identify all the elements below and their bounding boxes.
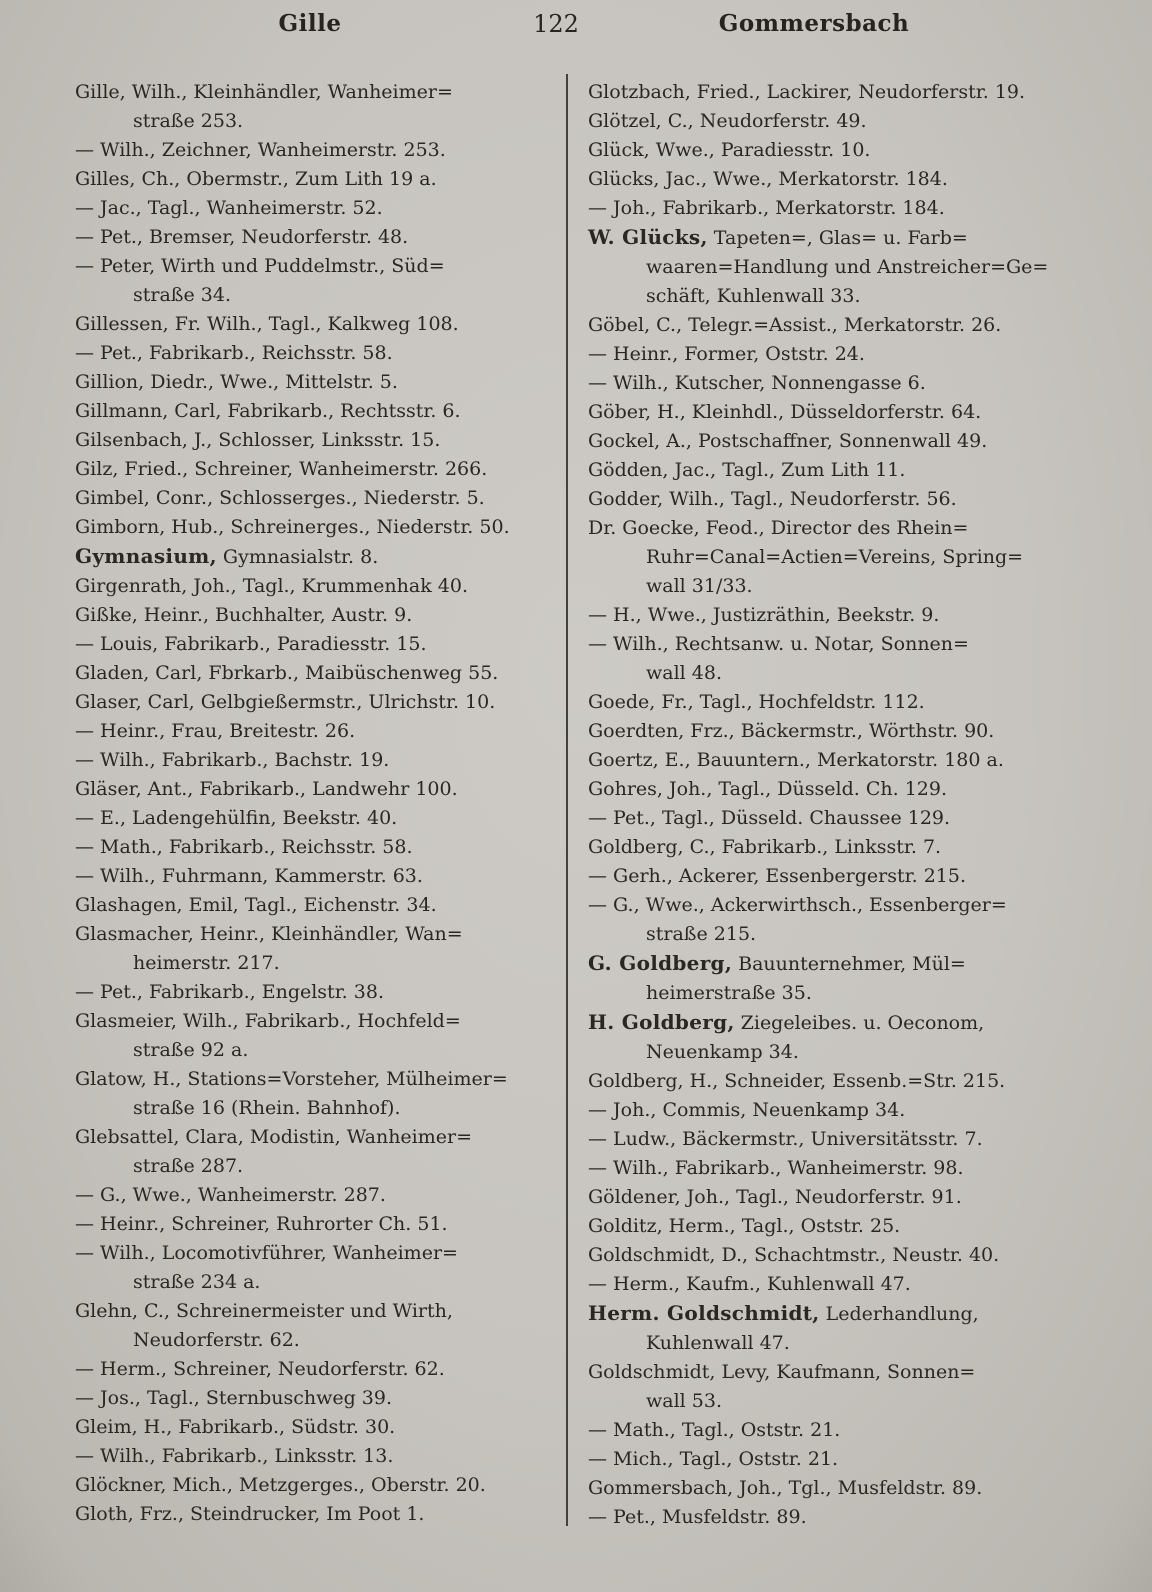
entry-first-line: Glehn, C., Schreinermeister und Wirth, bbox=[75, 1300, 453, 1322]
entry-continuation-line: wall 31/33. bbox=[646, 575, 753, 597]
directory-entry bbox=[588, 601, 1040, 630]
directory-entry bbox=[588, 514, 1040, 601]
directory-entry bbox=[588, 1008, 1040, 1067]
entry-first-line: Herm. Goldschmidt, Lederhandlung, bbox=[588, 1301, 979, 1325]
directory-entry bbox=[75, 455, 553, 484]
entry-continuation-line: Neuenkamp 34. bbox=[646, 1041, 799, 1063]
entry-first-line: — E., Ladengehülfin, Beekstr. 40. bbox=[75, 807, 398, 829]
directory-entry bbox=[588, 340, 1040, 369]
page-number: 122 bbox=[533, 10, 579, 38]
entry-first-line: Gille, Wilh., Kleinhändler, Wanheimer= bbox=[75, 81, 453, 103]
entry-first-line: Gißke, Heinr., Buchhalter, Austr. 9. bbox=[75, 604, 413, 626]
entry-first-line: Glebsattel, Clara, Modistin, Wanheimer= bbox=[75, 1126, 473, 1148]
entry-first-line: Gilles, Ch., Obermstr., Zum Lith 19 a. bbox=[75, 168, 437, 190]
directory-entry bbox=[75, 775, 553, 804]
entry-first-line: — Heinr., Former, Oststr. 24. bbox=[588, 343, 865, 365]
directory-entry bbox=[588, 165, 1040, 194]
entry-first-line: — Wilh., Kutscher, Nonnengasse 6. bbox=[588, 372, 926, 394]
directory-column-left bbox=[75, 78, 553, 1529]
entry-first-line: — Pet., Fabrikarb., Reichsstr. 58. bbox=[75, 342, 393, 364]
entry-bold-name: H. Goldberg, bbox=[588, 1010, 735, 1034]
directory-entry bbox=[588, 949, 1040, 1008]
directory-entry bbox=[75, 1384, 553, 1413]
entry-first-line: Goldschmidt, D., Schachtmstr., Neustr. 40. bbox=[588, 1244, 1000, 1266]
directory-entry bbox=[75, 426, 553, 455]
entry-first-line: — Herm., Schreiner, Neudorferstr. 62. bbox=[75, 1358, 445, 1380]
directory-entry bbox=[588, 717, 1040, 746]
directory-entry bbox=[588, 688, 1040, 717]
directory-entry bbox=[75, 223, 553, 252]
directory-entry bbox=[75, 1239, 553, 1297]
directory-entry bbox=[588, 369, 1040, 398]
directory-entry bbox=[588, 1358, 1040, 1416]
entry-first-line: Gilsenbach, J., Schlosser, Linksstr. 15. bbox=[75, 429, 441, 451]
entry-continuation-line: straße 16 (Rhein. Bahnhof). bbox=[133, 1097, 401, 1119]
entry-first-line: — Wilh., Locomotivführer, Wanheimer= bbox=[75, 1242, 458, 1264]
directory-entry bbox=[75, 572, 553, 601]
directory-entry bbox=[588, 891, 1040, 949]
directory-entry bbox=[75, 1442, 553, 1471]
directory-entry bbox=[75, 339, 553, 368]
entry-first-line: Gillion, Diedr., Wwe., Mittelstr. 5. bbox=[75, 371, 398, 393]
directory-entry bbox=[588, 1212, 1040, 1241]
entry-first-line: W. Glücks, Tapeten=, Glas= u. Farb= bbox=[588, 225, 968, 249]
entry-first-line: G. Goldberg, Bauunternehmer, Mül= bbox=[588, 951, 966, 975]
directory-entry bbox=[588, 427, 1040, 456]
directory-entry bbox=[588, 1241, 1040, 1270]
directory-entry bbox=[75, 1181, 553, 1210]
entry-first-line: — Pet., Musfeldstr. 89. bbox=[588, 1506, 807, 1528]
entry-first-line: Goerdten, Frz., Bäckermstr., Wörthstr. 90. bbox=[588, 720, 995, 742]
directory-entry bbox=[588, 833, 1040, 862]
directory-entry bbox=[75, 368, 553, 397]
entry-first-line: Gommersbach, Joh., Tgl., Musfeldstr. 89. bbox=[588, 1477, 983, 1499]
directory-entry bbox=[588, 1096, 1040, 1125]
entry-first-line: — Louis, Fabrikarb., Paradiesstr. 15. bbox=[75, 633, 427, 655]
entry-first-line: Goldschmidt, Levy, Kaufmann, Sonnen= bbox=[588, 1361, 976, 1383]
directory-entry bbox=[75, 833, 553, 862]
directory-entry bbox=[75, 688, 553, 717]
entry-first-line: — Peter, Wirth und Puddelmstr., Süd= bbox=[75, 255, 445, 277]
entry-first-line: Goede, Fr., Tagl., Hochfeldstr. 112. bbox=[588, 691, 925, 713]
directory-entry bbox=[75, 1413, 553, 1442]
entry-first-line: — G., Wwe., Ackerwirthsch., Essenberger= bbox=[588, 894, 1007, 916]
directory-entry bbox=[75, 194, 553, 223]
entry-first-line: — Joh., Fabrikarb., Merkatorstr. 184. bbox=[588, 197, 945, 219]
entry-first-line: — G., Wwe., Wanheimerstr. 287. bbox=[75, 1184, 386, 1206]
entry-first-line: Gymnasium, Gymnasialstr. 8. bbox=[75, 544, 379, 568]
column-divider bbox=[566, 74, 568, 1526]
entry-first-line: Glücks, Jac., Wwe., Merkatorstr. 184. bbox=[588, 168, 948, 190]
entry-first-line: — Ludw., Bäckermstr., Universitätsstr. 7. bbox=[588, 1128, 983, 1150]
directory-entry bbox=[588, 223, 1049, 311]
directory-entry bbox=[75, 1500, 553, 1529]
entry-first-line: Glötzel, C., Neudorferstr. 49. bbox=[588, 110, 867, 132]
entry-continuation-line: wall 53. bbox=[646, 1390, 722, 1412]
directory-entry bbox=[588, 1270, 1040, 1299]
directory-entry bbox=[75, 601, 553, 630]
entry-continuation-line: straße 34. bbox=[133, 284, 231, 306]
entry-bold-name: G. Goldberg, bbox=[588, 951, 733, 975]
entry-continuation-line: heimerstr. 217. bbox=[133, 952, 280, 974]
directory-entry bbox=[588, 804, 1040, 833]
directory-entry bbox=[75, 397, 553, 426]
directory-entry bbox=[588, 1067, 1040, 1096]
entry-first-line: Gläser, Ant., Fabrikarb., Landwehr 100. bbox=[75, 778, 458, 800]
entry-first-line: Gilz, Fried., Schreiner, Wanheimerstr. 266. bbox=[75, 458, 488, 480]
directory-entry bbox=[75, 920, 553, 978]
directory-entry bbox=[588, 862, 1040, 891]
directory-column-right bbox=[588, 78, 1049, 1532]
directory-entry bbox=[75, 252, 553, 310]
directory-entry bbox=[588, 630, 1040, 688]
entry-continuation-line: schäft, Kuhlenwall 33. bbox=[646, 285, 861, 307]
directory-entry bbox=[75, 1065, 553, 1123]
entry-first-line: — Mich., Tagl., Oststr. 21. bbox=[588, 1448, 839, 1470]
entry-continuation-line: straße 253. bbox=[133, 110, 244, 132]
entry-first-line: Glück, Wwe., Paradiesstr. 10. bbox=[588, 139, 871, 161]
entry-first-line: Glotzbach, Fried., Lackirer, Neudorferstr. 19. bbox=[588, 81, 1026, 103]
entry-first-line: Glöckner, Mich., Metzgerges., Oberstr. 20. bbox=[75, 1474, 486, 1496]
entry-first-line: Gillessen, Fr. Wilh., Tagl., Kalkweg 108. bbox=[75, 313, 459, 335]
directory-entry bbox=[75, 542, 553, 572]
entry-first-line: Godder, Wilh., Tagl., Neudorferstr. 56. bbox=[588, 488, 957, 510]
directory-entry bbox=[75, 717, 553, 746]
entry-continuation-line: Neudorferstr. 62. bbox=[133, 1329, 300, 1351]
entry-first-line: Glasmeier, Wilh., Fabrikarb., Hochfeld= bbox=[75, 1010, 461, 1032]
entry-first-line: Gloth, Frz., Steindrucker, Im Poot 1. bbox=[75, 1503, 425, 1525]
entry-continuation-line: wall 48. bbox=[646, 662, 722, 684]
directory-entry bbox=[588, 775, 1040, 804]
entry-bold-name: W. Glücks, bbox=[588, 225, 708, 249]
directory-entry bbox=[588, 136, 1040, 165]
entry-first-line: Gödden, Jac., Tagl., Zum Lith 11. bbox=[588, 459, 906, 481]
entry-first-line: Glaser, Carl, Gelbgießermstr., Ulrichstr. 10. bbox=[75, 691, 496, 713]
entry-first-line: — Math., Tagl., Oststr. 21. bbox=[588, 1419, 841, 1441]
directory-entry bbox=[588, 1503, 1040, 1532]
entry-first-line: Gimbel, Conr., Schlosserges., Niederstr. 5. bbox=[75, 487, 485, 509]
directory-entry bbox=[75, 1007, 553, 1065]
entry-bold-name: Herm. Goldschmidt, bbox=[588, 1301, 820, 1325]
entry-first-line: — Heinr., Frau, Breitestr. 26. bbox=[75, 720, 356, 742]
directory-entry bbox=[588, 107, 1040, 136]
directory-entry bbox=[75, 746, 553, 775]
entry-first-line: — Joh., Commis, Neuenkamp 34. bbox=[588, 1099, 906, 1121]
entry-continuation-line: heimerstraße 35. bbox=[646, 982, 812, 1004]
entry-first-line: — Wilh., Fabrikarb., Bachstr. 19. bbox=[75, 749, 390, 771]
entry-first-line: Göber, H., Kleinhdl., Düsseldorferstr. 64. bbox=[588, 401, 982, 423]
directory-entry bbox=[75, 1297, 553, 1355]
directory-entry bbox=[588, 78, 1040, 107]
entry-continuation-line: straße 287. bbox=[133, 1155, 244, 1177]
entry-first-line: Göbel, C., Telegr.=Assist., Merkatorstr. 26. bbox=[588, 314, 1002, 336]
entry-first-line: Gohres, Joh., Tagl., Düsseld. Ch. 129. bbox=[588, 778, 947, 800]
directory-entry bbox=[588, 1125, 1040, 1154]
directory-entry bbox=[75, 630, 553, 659]
entry-continuation-line: straße 234 a. bbox=[133, 1271, 261, 1293]
entry-first-line: — Jac., Tagl., Wanheimerstr. 52. bbox=[75, 197, 383, 219]
entry-continuation-line: straße 92 a. bbox=[133, 1039, 249, 1061]
directory-entry bbox=[75, 136, 553, 165]
entry-first-line: Glasmacher, Heinr., Kleinhändler, Wan= bbox=[75, 923, 463, 945]
entry-first-line: — Wilh., Fuhrmann, Kammerstr. 63. bbox=[75, 865, 423, 887]
directory-entry bbox=[588, 1183, 1040, 1212]
entry-first-line: — Gerh., Ackerer, Essenbergerstr. 215. bbox=[588, 865, 967, 887]
entry-first-line: Glatow, H., Stations=Vorsteher, Mülheimer= bbox=[75, 1068, 508, 1090]
entry-first-line: — Herm., Kaufm., Kuhlenwall 47. bbox=[588, 1273, 911, 1295]
directory-entry bbox=[588, 398, 1040, 427]
entry-first-line: — Wilh., Fabrikarb., Wanheimerstr. 98. bbox=[588, 1157, 964, 1179]
directory-entry bbox=[588, 746, 1040, 775]
entry-first-line: — H., Wwe., Justizräthin, Beekstr. 9. bbox=[588, 604, 940, 626]
entry-continuation-line: straße 215. bbox=[646, 923, 757, 945]
running-head-left: Gille bbox=[278, 10, 342, 37]
entry-bold-name: Gymnasium, bbox=[75, 544, 217, 568]
directory-entry bbox=[588, 485, 1040, 514]
entry-first-line: — Pet., Tagl., Düsseld. Chaussee 129. bbox=[588, 807, 951, 829]
directory-entry bbox=[75, 1355, 553, 1384]
entry-first-line: — Heinr., Schreiner, Ruhrorter Ch. 51. bbox=[75, 1213, 448, 1235]
entry-first-line: Golditz, Herm., Tagl., Oststr. 25. bbox=[588, 1215, 901, 1237]
entry-first-line: — Pet., Fabrikarb., Engelstr. 38. bbox=[75, 981, 384, 1003]
directory-entry bbox=[75, 165, 553, 194]
entry-first-line: — Wilh., Zeichner, Wanheimerstr. 253. bbox=[75, 139, 446, 161]
directory-entry bbox=[588, 311, 1040, 340]
entry-first-line: Dr. Goecke, Feod., Director des Rhein= bbox=[588, 517, 969, 539]
entry-first-line: Glashagen, Emil, Tagl., Eichenstr. 34. bbox=[75, 894, 437, 916]
directory-entry bbox=[588, 1416, 1040, 1445]
directory-entry bbox=[75, 484, 553, 513]
directory-entry bbox=[75, 1471, 553, 1500]
directory-entry bbox=[588, 1299, 1040, 1358]
directory-entry bbox=[75, 513, 553, 542]
entry-first-line: Göldener, Joh., Tagl., Neudorferstr. 91. bbox=[588, 1186, 962, 1208]
directory-entry bbox=[75, 862, 553, 891]
entry-first-line: Goldberg, H., Schneider, Essenb.=Str. 215. bbox=[588, 1070, 1006, 1092]
directory-entry bbox=[75, 1210, 553, 1239]
entry-first-line: — Wilh., Fabrikarb., Linksstr. 13. bbox=[75, 1445, 394, 1467]
directory-entry bbox=[75, 78, 553, 136]
entry-first-line: — Wilh., Rechtsanw. u. Notar, Sonnen= bbox=[588, 633, 969, 655]
directory-entry bbox=[75, 804, 553, 833]
directory-entry bbox=[588, 456, 1040, 485]
directory-entry bbox=[75, 659, 553, 688]
entry-continuation-line: Kuhlenwall 47. bbox=[646, 1332, 790, 1354]
entry-first-line: Gladen, Carl, Fbrkarb., Maibüschenweg 55. bbox=[75, 662, 499, 684]
entry-first-line: Gockel, A., Postschaffner, Sonnenwall 49. bbox=[588, 430, 988, 452]
entry-first-line: Goertz, E., Bauuntern., Merkatorstr. 180 a. bbox=[588, 749, 1004, 771]
entry-first-line: Goldberg, C., Fabrikarb., Linksstr. 7. bbox=[588, 836, 942, 858]
entry-first-line: — Jos., Tagl., Sternbuschweg 39. bbox=[75, 1387, 393, 1409]
directory-entry bbox=[588, 1445, 1040, 1474]
directory-entry bbox=[75, 978, 553, 1007]
directory-entry bbox=[588, 1154, 1040, 1183]
entry-first-line: — Pet., Bremser, Neudorferstr. 48. bbox=[75, 226, 409, 248]
directory-entry bbox=[75, 1123, 553, 1181]
entry-first-line: — Math., Fabrikarb., Reichsstr. 58. bbox=[75, 836, 413, 858]
directory-entry bbox=[75, 310, 553, 339]
directory-entry bbox=[588, 1474, 1040, 1503]
directory-entry bbox=[75, 891, 553, 920]
entry-first-line: Gimborn, Hub., Schreinerges., Niederstr. 50. bbox=[75, 516, 510, 538]
entry-first-line: Gillmann, Carl, Fabrikarb., Rechtsstr. 6. bbox=[75, 400, 461, 422]
entry-continuation-line: waaren=Handlung und Anstreicher=Ge= bbox=[646, 256, 1049, 278]
entry-first-line: H. Goldberg, Ziegeleibes. u. Oeconom, bbox=[588, 1010, 985, 1034]
directory-entry bbox=[588, 194, 1040, 223]
entry-first-line: Gleim, H., Fabrikarb., Südstr. 30. bbox=[75, 1416, 396, 1438]
entry-continuation-line: Ruhr=Canal=Actien=Vereins, Spring= bbox=[646, 546, 1024, 568]
running-head-right: Gommersbach bbox=[718, 10, 910, 37]
entry-first-line: Girgenrath, Joh., Tagl., Krummenhak 40. bbox=[75, 575, 468, 597]
